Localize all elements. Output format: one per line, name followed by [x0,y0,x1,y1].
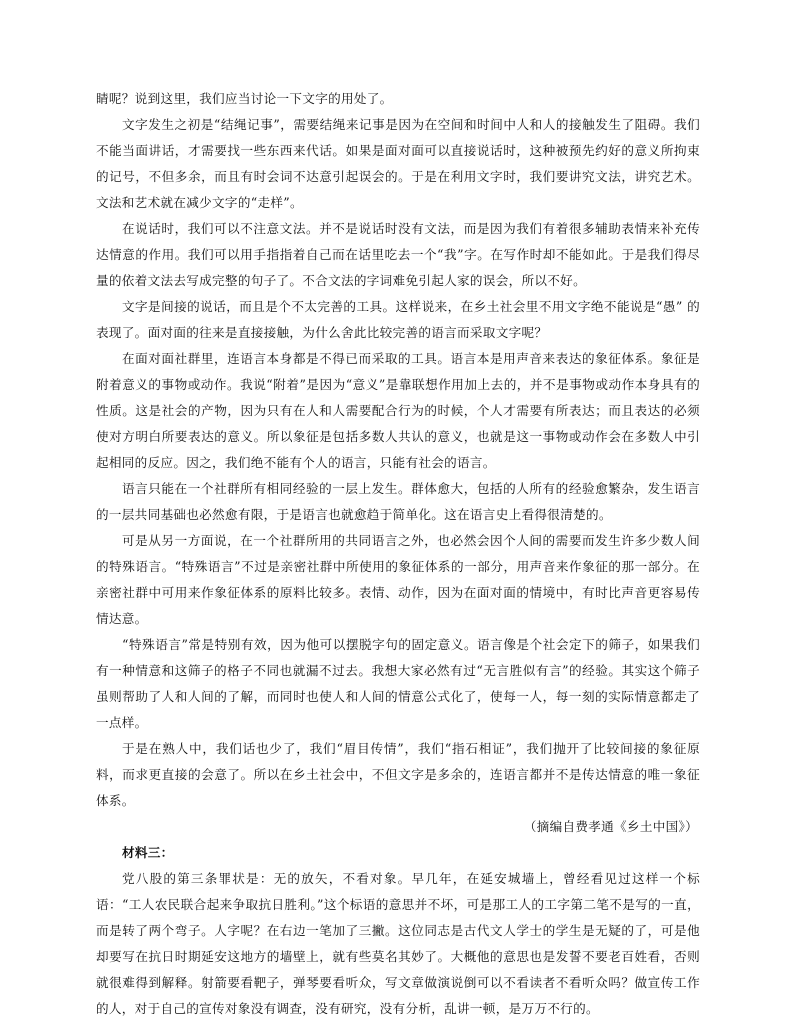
paragraph-2: 文字发生之初是“结绳记事”，需要结绳来记事是因为在空间和时间中人和人的接触发生了阻碍。我们不能当面讲话，才需要找一些东西来代话。如果是面对面可以直接说话时，这种被预先约好的意义所拘束的记号，不但多余，而且有时会词不达意引起误会的。于是在利用文字时，我们要讲究文法，讲究艺术。文法和艺术就在减少文字的“走样”。 [96,117,700,210]
paragraph-1: 睛呢？说到这里，我们应当讨论一下文字的用处了。 [96,91,393,106]
material3-paragraph: 党八股的第三条罪状是：无的放矢，不看对象。早几年，在延安城墙上，曾经看见过这样一个标语：“工人农民联合起来争取抗日胜利。”这个标语的意思并不坏，可是那工人的工字第二笔不是写的一直， 而是转了两个弯子。人字呢？在右边一笔加了三撇。这位同志是古代文人学士的学生是无疑的了，可是他却要写在抗日时期延安这地方的墙壁上，就有些莫名其妙了。大概他的意思也是发誓不要老百姓看，否则就很难得到解释。射箭要看靶子，弹琴要看听众，写文章做演说倒可以不看读者不看听众吗？做宣传工作的人，对于自己的宣传对象没有调查，没有研究，没有分析，乱讲一顿，是万万不行的。 [96,871,700,1016]
source-citation: （摘编自费孝通《乡土中国》） [523,819,698,834]
paragraph-6: 语言只能在一个社群所有相同经验的一层上发生。群体愈大，包括的人所有的经验愈繁杂，发生语言的一层共同基础也必然愈有限，于是语言也就愈趋于简单化。这在语言史上看得很清楚的。 [96,481,700,522]
paragraph-4: 文字是间接的说话，而且是个不太完善的工具。这样说来，在乡土社会里不用文字绝不能说是“愚” 的表现了。面对面的往来是直接接触，为什么舍此比较完善的语言而采取文字呢？ [96,299,700,340]
text-block [96,86,700,1022]
paragraph-3: 在说话时，我们可以不注意文法。并不是说话时没有文法，而是因为我们有着很多辅助表情来补充传达情意的作用。我们可以用手指指着自己而在话里吃去一个“我”字。在写作时却不能如此。于是我们得尽量的依着文法去写成完整的句子了。不合文法的字词难免引起人家的误会，所以不好。 [96,221,700,288]
paragraph-7: 可是从另一方面说，在一个社群所用的共同语言之外，也必然会因个人间的需要而发生许多少数人间的特殊语言。“特殊语言”不过是亲密社群中所使用的象征体系的一部分，用声音来作象征的那一部分。在亲密社群中可用来作象征体系的原料比较多。表情、动作，因为在面对面的情境中，有时比声音更容易传情达意。 [96,533,700,626]
paragraph-9-text: 于是在熟人中，我们话也少了，我们“眉目传情”，我们“指石相证”，我们抛开了比较间接的象征原料，而求更直接的会意了。所以在乡土社会中，不但文字是多余的，连语言都并不是传达情意的唯一象征体系。 [96,741,700,808]
paragraph-5: 在面对面社群里，连语言本身都是不得已而采取的工具。语言本是用声音来表达的象征体系。象征是附着意义的事物或动作。我说“附着”是因为“意义”是靠联想作用加上去的，并不是事物或动作本身具有的性质。这是社会的产物，因为只有在人和人需要配合行为的时候，个人才需要有所表达；而且表达的必须使对方明白所要表达的意义。所以象征是包括多数人共认的意义，也就是这一事物或动作会在多数人中引起相同的反应。因之，我们绝不能有个人的语言，只能有社会的语言。 [96,351,700,470]
material3-heading: 材料三： [122,845,174,860]
paragraph-8: “特殊语言”常是特别有效，因为他可以摆脱字句的固定意义。语言像是个社会定下的筛子，如果我们有一种情意和这筛子的格子不同也就漏不过去。我想大家必然有过“无言胜似有言”的经验。其实这个筛子虽则帮助了人和人间的了解，而同时也使人和人间的情意公式化了，使每一人，每一刻的实际情意都走了一点样。 [96,637,700,730]
paragraph-9 [96,736,700,840]
